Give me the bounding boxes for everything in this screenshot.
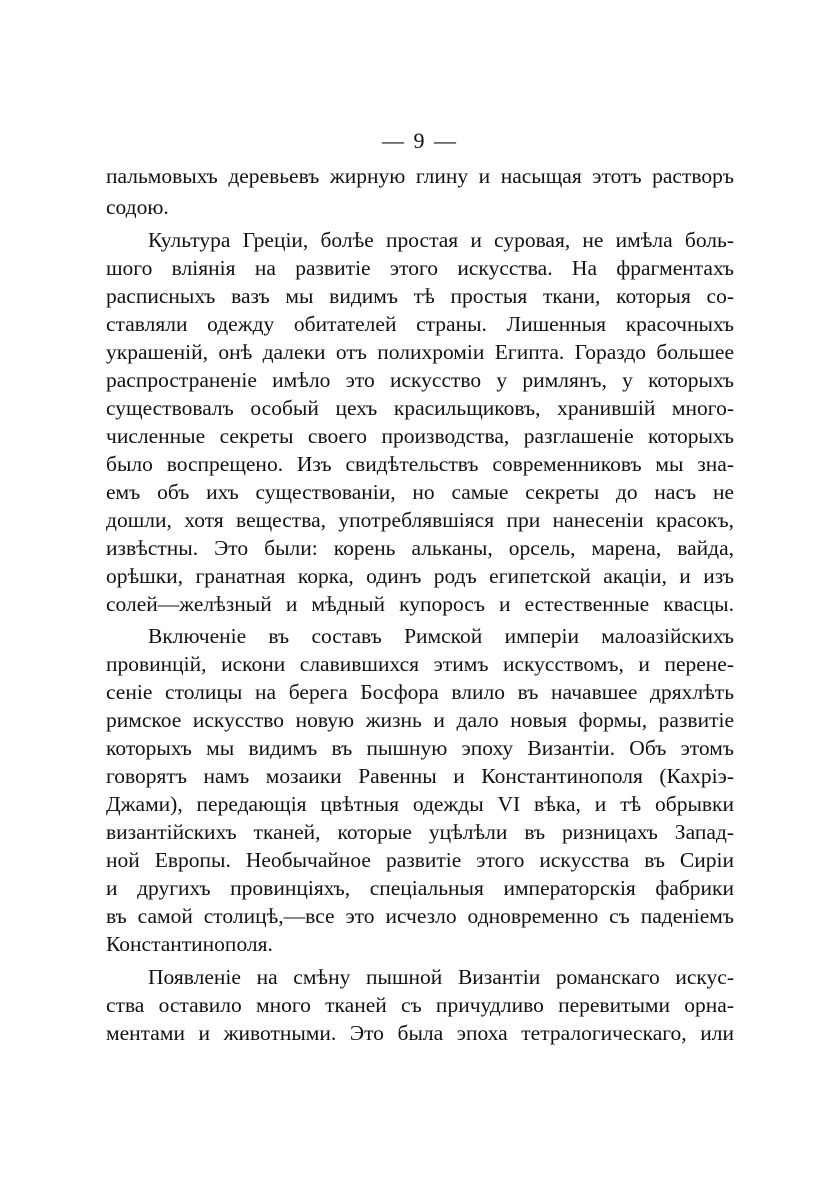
text-line: Джами), передающія цвѣтныя одежды VI вѣка, и тѣ обрывки [106, 792, 734, 816]
text-line: расписныхъ вазъ мы видимъ тѣ простыя ткани, которыя со- [106, 284, 734, 308]
text-line: византійскихъ тканей, которые уцѣлѣли въ ризницахъ Запад- [106, 820, 734, 844]
text-line: ментами и животными. Это была эпоха тетралогическаго, или [106, 1021, 734, 1045]
text-line: шого вліянія на развитіе этого искусства. На фрагментахъ [106, 256, 734, 280]
text-line: дошли, хотя вещества, употреблявшіяся при нанесеніи красокъ, [106, 508, 734, 532]
text-line: существовалъ особый цехъ красильщиковъ, хранившій много- [106, 396, 734, 420]
text-line: извѣстны. Это были: корень альканы, орсель, марена, вайда, [106, 536, 734, 560]
text-line: которыхъ мы видимъ въ пышную эпоху Византіи. Объ этомъ [106, 736, 734, 760]
text-line: содою. [106, 195, 169, 219]
text-line: въ самой столицѣ,—все это исчезло одновременно съ паденіемъ [106, 904, 734, 928]
text-line: солей—желѣзный и мѣдный купоросъ и естественные квасцы. [106, 592, 734, 616]
text-line: пальмовыхъ деревьевъ жирную глину и насыщая этотъ растворъ [106, 164, 734, 188]
text-line: Появленіе на смѣну пышной Византіи романскаго искус- [148, 965, 734, 989]
text-line: Константинополя. [106, 932, 273, 956]
text-line: провинцій, искони славившихся этимъ искусствомъ, и перене- [106, 652, 734, 676]
text-line: орѣшки, гранатная корка, одинъ родъ египетской акаціи, и изъ [106, 564, 734, 588]
text-line: и другихъ провинціяхъ, спеціальныя императорскія фабрики [106, 876, 734, 900]
text-line: сеніе столицы на берега Босфора влило въ начавшее дряхлѣть [106, 680, 734, 704]
text-line: ставляли одежду обитателей страны. Лишенныя красочныхъ [106, 312, 734, 336]
text-line: говорятъ намъ мозаики Равенны и Константинополя (Кахріэ- [106, 764, 734, 788]
text-line: емъ объ ихъ существованіи, но самые секреты до насъ не [106, 480, 734, 504]
text-line: численные секреты своего производства, разглашеніе которыхъ [106, 424, 734, 448]
text-line: римское искусство новую жизнь и дало новыя формы, развитіе [106, 708, 734, 732]
page-number: — 9 — [382, 128, 458, 153]
text-line: украшеній, онѣ далеки отъ полихроміи Египта. Гораздо большее [106, 340, 734, 364]
text-line: было воспрещено. Изъ свидѣтельствъ современниковъ мы зна- [106, 452, 734, 476]
text-line: распространеніе имѣло это искусство у римлянъ, у которыхъ [106, 368, 734, 392]
text-line: ства оставило много тканей съ причудливо перевитыми орна- [106, 993, 734, 1017]
text-line: Включеніе въ составъ Римской имперіи малоазійскихъ [148, 624, 734, 648]
text-line: ной Европы. Необычайное развитіе этого искусства въ Сиріи [106, 848, 734, 872]
text-line: Культура Грецiи, болѣе простая и суровая, не имѣла боль- [148, 228, 734, 252]
